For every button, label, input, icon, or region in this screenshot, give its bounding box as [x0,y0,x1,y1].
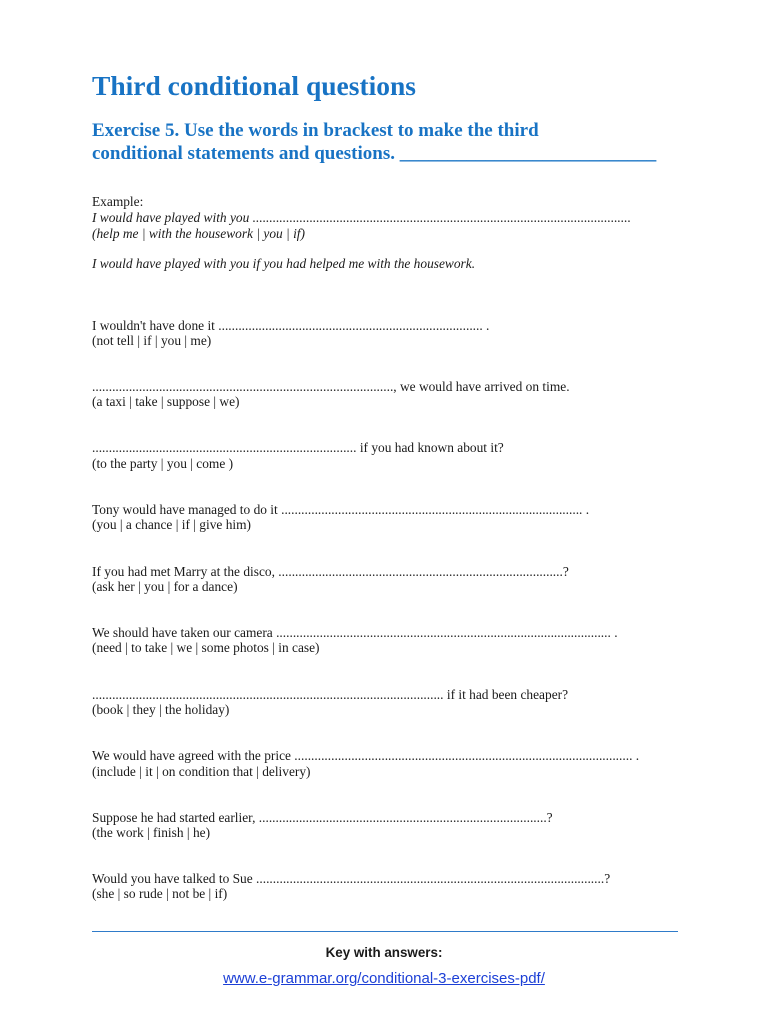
exercise-4-prompt: (you | a chance | if | give him) [92,517,252,532]
exercise-9-sentence: Suppose he had started earlier, ......................................................................................? [92,810,553,825]
exercise-7-prompt: (book | they | the holiday) [92,702,230,717]
exercise-3-sentence: ............................................................................... if you had known about it? [92,440,504,455]
exercise-instructions [92,119,712,165]
example-label: Example: [92,194,144,209]
exercise-5-sentence: If you had met Marry at the disco, .....................................................................................? [92,564,569,579]
exercise-8-prompt: (include | it | on condition that | delivery) [92,764,311,779]
exercise-6-sentence: We should have taken our camera .................................................................................................... . [92,625,618,640]
footer-divider [92,931,678,932]
exercise-6-prompt: (need | to take | we | some photos | in case) [92,640,320,655]
page-title: Third conditional questions [92,70,416,101]
answer-key-label: Key with answers: [325,945,443,960]
exercise-1-prompt: (not tell | if | you | me) [92,333,212,348]
exercise-7-sentence: ......................................................................................................... if it had been cheaper? [92,687,569,702]
exercise-5-prompt: (ask her | you | for a dance) [92,579,238,594]
example-answer: I would have played with you if you had helped me with the housework. [92,256,476,271]
example-prompt: (help me | with the housework | you | if) [92,226,305,241]
instructions-line-1: Exercise 5. Use the words in brackest to make the third [92,120,539,141]
exercise-8-sentence: We would have agreed with the price ..................................................................................................... . [92,748,640,763]
exercise-4-sentence: Tony would have managed to do it .......................................................................................... . [92,502,590,517]
exercise-1-sentence: I wouldn't have done it ............................................................................... . [92,318,490,333]
example-sentence: I would have played with you ................................................................................................................. [92,210,631,225]
answer-key-link-wrapper [0,970,768,987]
exercise-9-prompt: (the work | finish | he) [92,825,211,840]
exercise-3-prompt: (to the party | you | come ) [92,456,234,471]
exercise-2-sentence: .........................................................................................., we would have arrived on time. [92,379,570,394]
exercise-2-prompt: (a taxi | take | suppose | we) [92,394,240,409]
exercise-10-prompt: (she | so rude | not be | if) [92,886,228,901]
exercise-10-sentence: Would you have talked to Sue ........................................................................................................? [92,871,611,886]
instructions-line-2: conditional statements and questions. ___________________________ [92,143,657,164]
answer-key-link[interactable]: www.e-grammar.org/conditional-3-exercises-pdf/ [223,970,545,987]
